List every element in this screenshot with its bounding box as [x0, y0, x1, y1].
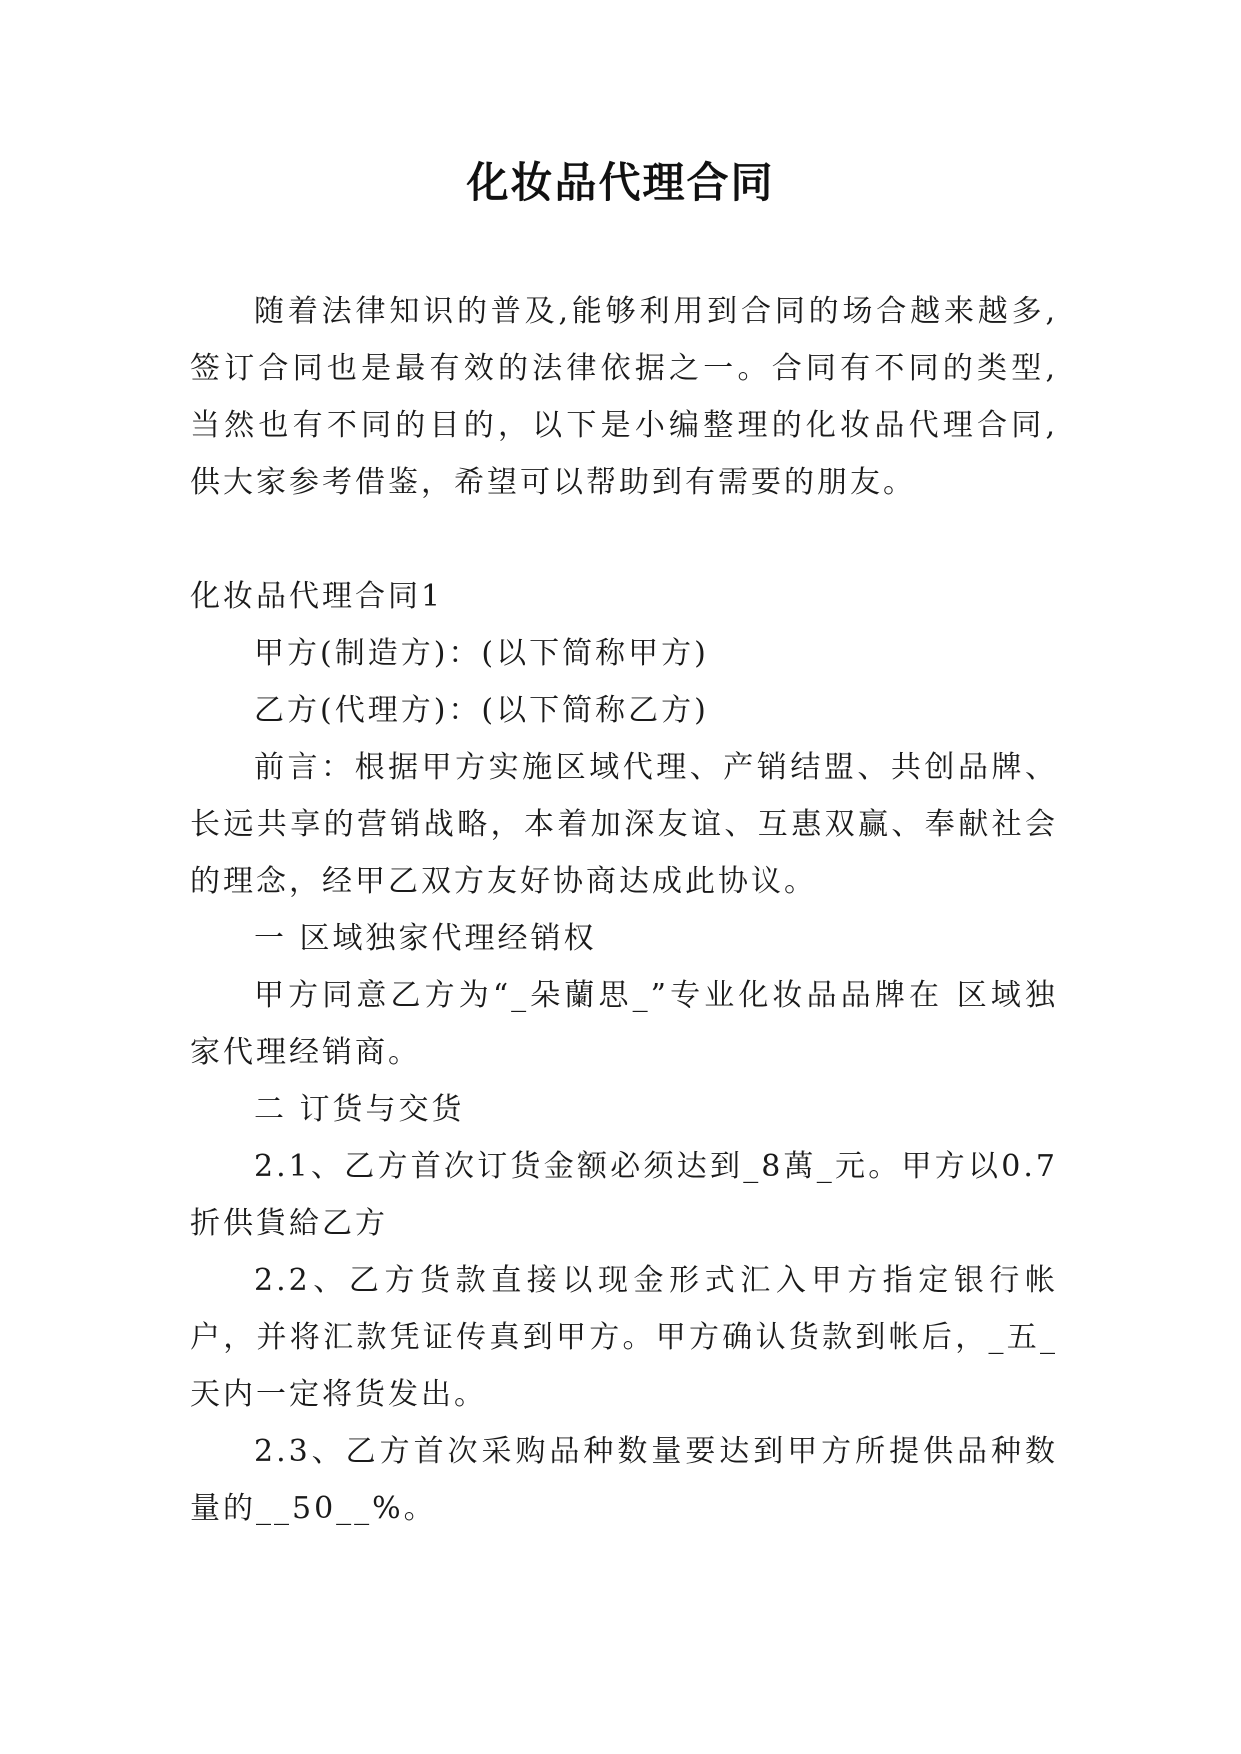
clause-1-paragraph: 甲方同意乙方为“_朵蘭思_”专业化妆品品牌在 区域独家代理经销商。	[190, 978, 1058, 1070]
document-body	[190, 283, 1058, 1537]
clause-2-2-paragraph: 2.2、乙方货款直接以现金形式汇入甲方指定银行帐户，并将汇款凭证传真到甲方。甲方确认货款到帐后，_五_天内一定将货发出。	[190, 1263, 1058, 1412]
section-heading-contract-1: 化妆品代理合同1	[190, 579, 444, 614]
preface-paragraph: 前言：根据甲方实施区域代理、产销结盟、共创品牌、长远共享的营销战略，本着加深友谊、互惠双赢、奉献社会的理念，经甲乙双方友好协商达成此协议。	[190, 750, 1058, 899]
party-a-line: 甲方(制造方)：(以下简称甲方)	[254, 636, 709, 671]
document-title: 化妆品代理合同	[466, 158, 775, 207]
clause-1-heading: 一 区域独家代理经销权	[254, 921, 597, 956]
intro-paragraph: 随着法律知识的普及,能够利用到合同的场合越来越多,签订合同也是最有效的法律依据之一。合同有不同的类型,当然也有不同的目的，以下是小编整理的化妆品代理合同,供大家参考借鉴，希望可以帮助到有需要的朋友。	[190, 294, 1058, 500]
clause-2-1-paragraph: 2.1、乙方首次订货金额必须达到_8萬_元。甲方以0.7折供貨給乙方	[190, 1149, 1058, 1241]
party-b-line: 乙方(代理方)：(以下简称乙方)	[254, 693, 709, 728]
clause-2-3-paragraph: 2.3、乙方首次采购品种数量要达到甲方所提供品种数量的__50__%。	[190, 1434, 1058, 1526]
clause-2-heading: 二 订货与交货	[254, 1092, 465, 1127]
